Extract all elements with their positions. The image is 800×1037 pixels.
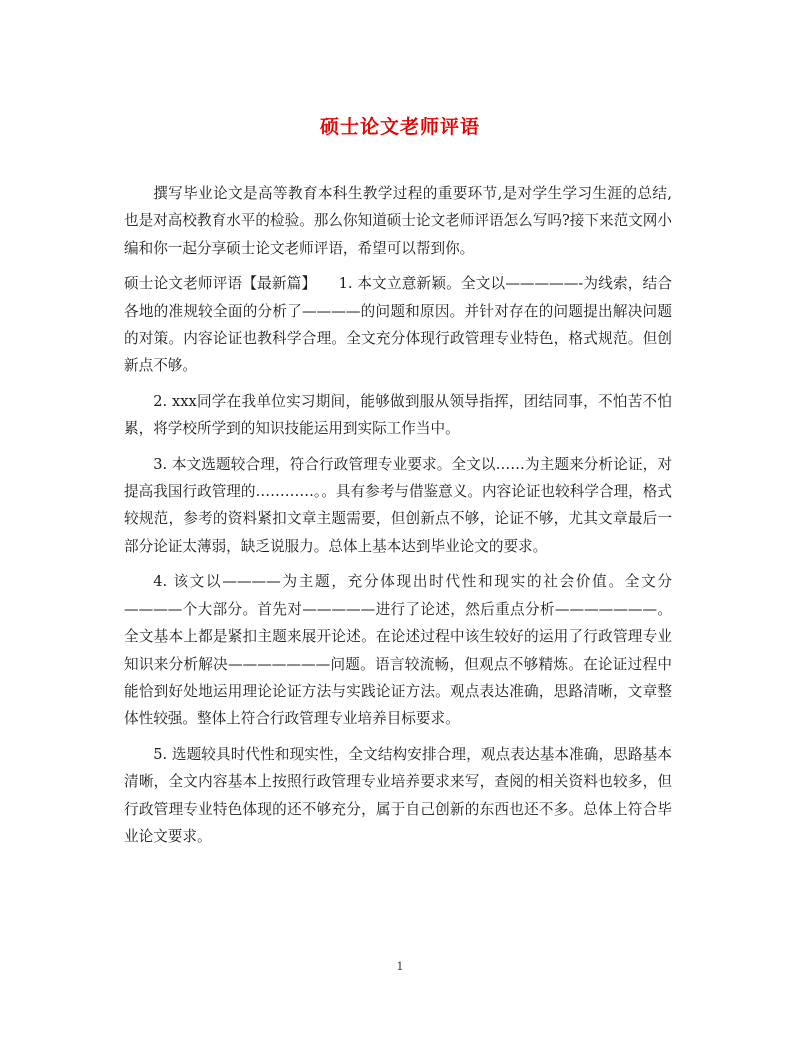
document-title: 硕士论文老师评语 (319, 116, 480, 138)
page-number: 1 (396, 960, 404, 973)
paragraph-comment-1: 硕士论文老师评语【最新篇】 1. 本文立意新颖。全文以—————-为线索，结合各地的准规较全面的分析了————的问题和原因。并针对存在的问题提出解决问题的对策。内容论证也教科学合理。全文充分体现行政管理专业特色，格式规范。但创新点不够。 (124, 275, 672, 375)
paragraph-intro: 撰写毕业论文是高等教育本科生教学过程的重要环节,是对学生学习生涯的总结,也是对高校教育水平的检验。那么你知道硕士论文老师评语怎么写吗?接下来范文网小编和你一起分享硕士论文老师评语，希望可以帮到你。 (124, 185, 672, 257)
paragraph-comment-5: 5. 选题较具时代性和现实性，全文结构安排合理，观点表达基本准确，思路基本清晰，全文内容基本上按照行政管理专业培养要求来写，查阅的相关资料也较多，但行政管理专业特色体现的还不够充分，属于自己创新的东西也还不多。总体上符合毕业论文要求。 (124, 745, 672, 845)
paragraph-comment-4: 4. 该文以————为主题，充分体现出时代性和现实的社会价值。全文分————个大部分。首先对—————进行了论述，然后重点分析———————。全文基本上都是紧扣主题来展开论述。在论述过程中该生较好的运用了行政管理专业知识来分析解决———————问题。语言较流畅，但观点不够精炼。在论证过程中能恰到好处地运用理论论证方法与实践论证方法。观点表达准确，思路清晰，文章整体性较强。整体上符合行政管理专业培养目标要求。 (124, 573, 672, 728)
document-body (124, 180, 672, 858)
paragraph-comment-2: 2. xxx同学在我单位实习期间，能够做到服从领导指挥，团结同事，不怕苦不怕累，将学校所学到的知识技能运用到实际工作当中。 (124, 392, 672, 438)
paragraph-comment-3: 3. 本文选题较合理，符合行政管理专业要求。全文以……为主题来分析论证，对提高我国行政管理的…………。。具有参考与借鉴意义。内容论证也较科学合理，格式较规范，参考的资料紧扣文章主题需要，但创新点不够，论证不够，尤其文章最后一部分论证太薄弱，缺乏说服力。总体上基本达到毕业论文的要求。 (124, 455, 672, 555)
